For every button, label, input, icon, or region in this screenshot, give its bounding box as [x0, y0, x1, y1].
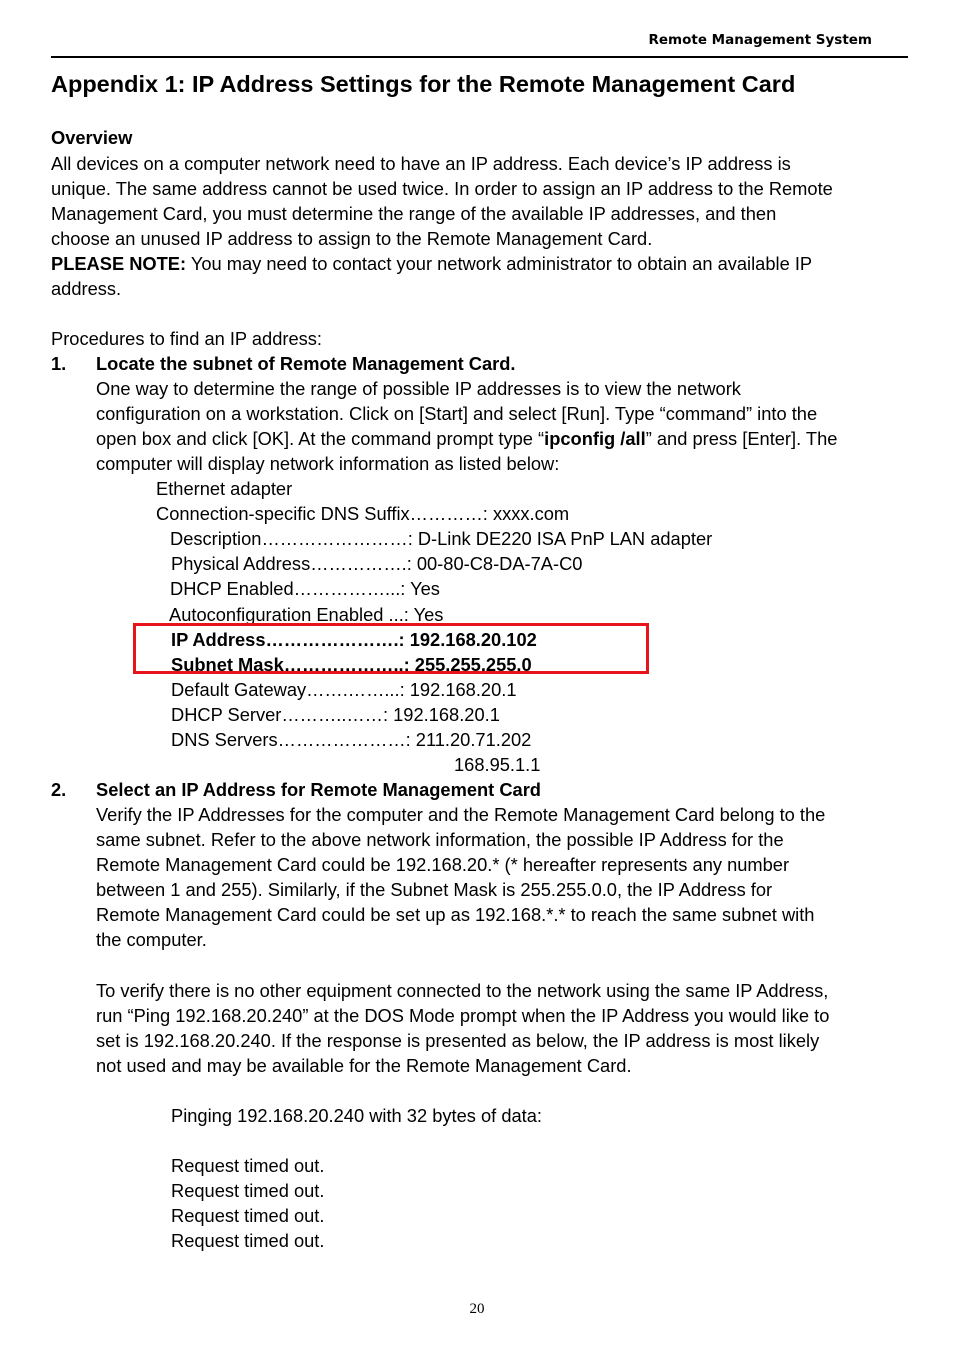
- note-text: You may need to contact your network administrator to obtain an available IP: [186, 253, 813, 274]
- ping-result: Request timed out.: [171, 1230, 325, 1251]
- ping-header: Pinging 192.168.20.240 with 32 bytes of data:: [171, 1105, 542, 1126]
- step2-line: run “Ping 192.168.20.240” at the DOS Mode prompt when the IP Address you would like to: [96, 1005, 830, 1026]
- command-all: all: [625, 428, 646, 449]
- step1-text: ” and press [Enter]. The: [645, 428, 838, 449]
- step1-line: One way to determine the range of possible IP addresses is to view the network: [96, 378, 741, 399]
- ping-result: Request timed out.: [171, 1155, 325, 1176]
- command-ipconfig: ipconfig: [544, 428, 616, 449]
- step-number: 1.: [51, 353, 67, 374]
- step2-line: Remote Management Card could be set up as 192.168.*.* to reach the same subnet with: [96, 904, 815, 925]
- ipconfig-gateway: Default Gateway…….……...: 192.168.20.1: [171, 679, 517, 700]
- ipconfig-adapter: Ethernet adapter: [156, 478, 293, 499]
- step2-line: the computer.: [96, 929, 207, 950]
- ipconfig-dns-suffix: Connection-specific DNS Suffix…………: xxxx.com: [156, 503, 570, 524]
- ipconfig-subnet-mask: Subnet Mask………………..: 255.255.255.0: [171, 654, 532, 675]
- overview-line: All devices on a computer network need to have an IP address. Each device’s IP address is: [51, 153, 791, 174]
- overview-line: unique. The same address cannot be used twice. In order to assign an IP address to the Remote: [51, 178, 833, 199]
- page-title: Appendix 1: IP Address Settings for the Remote Management Card: [51, 71, 796, 97]
- step1-line: computer will display network information as listed below:: [96, 453, 560, 474]
- ipconfig-autoconfig: Autoconfiguration Enabled ...: Yes: [169, 604, 444, 625]
- ping-result: Request timed out.: [171, 1205, 325, 1226]
- step2-line: Remote Management Card could be 192.168.20.* (* hereafter represents any number: [96, 854, 790, 875]
- ping-result: Request timed out.: [171, 1180, 325, 1201]
- ipconfig-dhcp-server: DHCP Server………..……: 192.168.20.1: [171, 704, 500, 725]
- ipconfig-description: Description……………………: D-Link DE220 ISA PnP LAN adapter: [170, 528, 713, 549]
- ipconfig-ip-address: IP Address………………….: 192.168.20.102: [171, 629, 537, 650]
- procedures-intro: Procedures to find an IP address:: [51, 328, 322, 349]
- step-heading: Select an IP Address for Remote Management Card: [96, 779, 541, 800]
- page-number: 20: [469, 1301, 485, 1317]
- step1-line: configuration on a workstation. Click on [Start] and select [Run]. Type “command” into the: [96, 403, 818, 424]
- step1-text: open box and click [OK]. At the command prompt type “: [96, 428, 545, 449]
- overview-line: choose an unused IP address to assign to the Remote Management Card.: [51, 228, 653, 249]
- step1-line: [96, 426, 837, 451]
- note-line: address.: [51, 278, 122, 299]
- step2-line: same subnet. Refer to the above network information, the possible IP Address for the: [96, 829, 784, 850]
- ipconfig-physical-address: Physical Address…………….: 00-80-C8-DA-7A-C0: [171, 553, 583, 574]
- ipconfig-dns-servers: DNS Servers…………………: 211.20.71.202: [171, 729, 532, 750]
- highlight-box: [133, 623, 649, 674]
- step-number: 2.: [51, 779, 67, 800]
- note-line: [51, 251, 812, 276]
- step2-line: Verify the IP Addresses for the computer and the Remote Management Card belong to the: [96, 804, 826, 825]
- overview-heading: Overview: [51, 127, 133, 148]
- step-heading: Locate the subnet of Remote Management Card.: [96, 353, 516, 374]
- step2-line: To verify there is no other equipment connected to the network using the same IP Address,: [96, 980, 829, 1001]
- step2-line: not used and may be available for the Remote Management Card.: [96, 1055, 632, 1076]
- command-slash: /: [615, 428, 626, 449]
- running-header: Remote Management System: [648, 32, 872, 48]
- note-label: PLEASE NOTE:: [51, 253, 187, 274]
- header-rule: [51, 56, 908, 58]
- ipconfig-dhcp-enabled: DHCP Enabled……………...: Yes: [170, 578, 440, 599]
- step2-line: between 1 and 255). Similarly, if the Subnet Mask is 255.255.0.0, the IP Address for: [96, 879, 773, 900]
- step2-line: set is 192.168.20.240. If the response is presented as below, the IP address is most likely: [96, 1030, 820, 1051]
- ipconfig-dns-servers-secondary: 168.95.1.1: [454, 754, 541, 775]
- overview-line: Management Card, you must determine the range of the available IP addresses, and then: [51, 203, 777, 224]
